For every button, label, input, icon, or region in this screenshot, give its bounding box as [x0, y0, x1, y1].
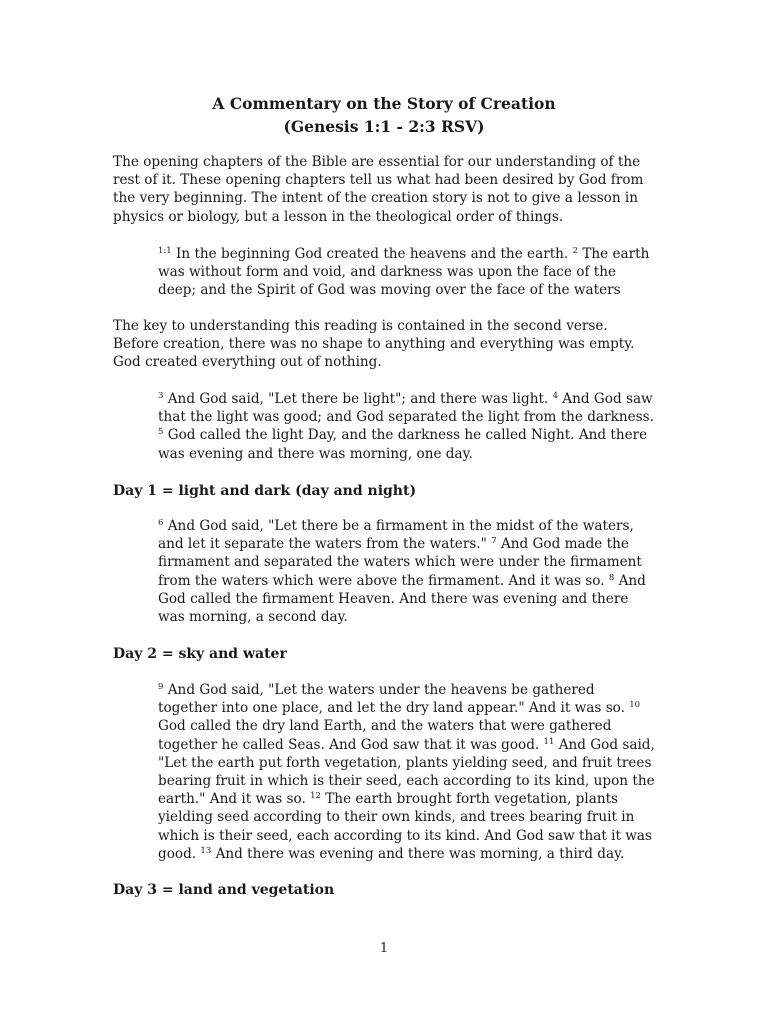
document-subtitle: (Genesis 1:1 - 2:3 RSV) — [283, 117, 485, 136]
verse-number: 7 — [491, 536, 497, 547]
verse-number: 5 — [158, 427, 164, 438]
verse-text: The earth brought forth vegetation, plants yielding seed according to their own kinds, and trees bearing fruit in which is their seed, each according to its kind. And God saw that it was good. — [158, 791, 653, 862]
verse-block-4 — [158, 681, 658, 863]
day-1-heading: Day 1 = light and dark (day and night) — [113, 483, 417, 499]
verse-text: And God said, "Let the earth put forth vegetation, plants yielding seed, and fruit trees bearing fruit in which is their seed, each according to its kind, upon the earth." And it was so. — [158, 736, 655, 808]
verse-text: And God said, "Let there be a firmament in the midst of the waters, and let it separate the waters from the waters." — [158, 518, 634, 553]
verse-block-2 — [158, 390, 658, 463]
verse-number: 9 — [158, 682, 164, 692]
verse-text: God called the light Day, and the darkness he called Night. And there was evening and there was morning, one day. — [158, 427, 648, 462]
verse-text: And God called the firmament Heaven. And there was evening and there was morning, a second day. — [158, 572, 646, 626]
day-2-heading: Day 2 = sky and water — [113, 646, 287, 662]
verse-number: 11 — [543, 736, 555, 747]
verse-text: And God made the firmament and separated the waters which were under the firmament from the waters which were above the firmament. And it was so. — [158, 536, 642, 589]
intro-paragraph: The opening chapters of the Bible are essential for our understanding of the rest of it. These opening chapters tell us what had been desired by God from the very beginning. The intent of the creation story is not to give a lesson in physics or biology, but a lesson in the theological order of things. — [113, 154, 644, 225]
commentary-paragraph: The key to understanding this reading is contained in the second verse. Before creation, there was no shape to anything and everything was empty. God created everything out of nothing. — [113, 318, 635, 371]
verse-number: 12 — [310, 791, 321, 802]
verse-number: 10 — [629, 700, 641, 711]
verse-number: 8 — [608, 572, 615, 583]
verse-number: 1:1 — [158, 246, 172, 256]
verse-number: 4 — [552, 391, 558, 401]
verse-number: 6 — [158, 518, 164, 528]
document-title: A Commentary on the Story of Creation — [212, 94, 556, 113]
verse-text: In the beginning God created the heavens and the earth. — [171, 246, 573, 262]
page-number: 1 — [379, 941, 389, 956]
verse-text: And God said, "Let there be light"; and there was light. — [163, 391, 553, 407]
verse-text: The earth was without form and void, and darkness was upon the face of the deep; and the Spirit of God was moving over the face of the waters — [158, 246, 650, 299]
verse-block-1 — [158, 245, 658, 300]
verse-number: 13 — [200, 845, 212, 856]
verse-text: And God said, "Let the waters under the heavens be gathered together into one place, and let the dry land appear." And it was so. — [158, 682, 630, 717]
verse-number: 3 — [158, 391, 164, 401]
verse-text: And God saw that the light was good; and God separated the light from the darkness. — [158, 391, 654, 426]
day-3-heading: Day 3 = land and vegetation — [113, 882, 335, 898]
verse-number: 2 — [572, 246, 578, 256]
verse-block-3 — [158, 517, 658, 626]
verse-text: And there was evening and there was morning, a third day. — [211, 845, 625, 862]
verse-text: God called the dry land Earth, and the waters that were gathered together he called Seas. And God saw that it was good. — [158, 718, 612, 753]
